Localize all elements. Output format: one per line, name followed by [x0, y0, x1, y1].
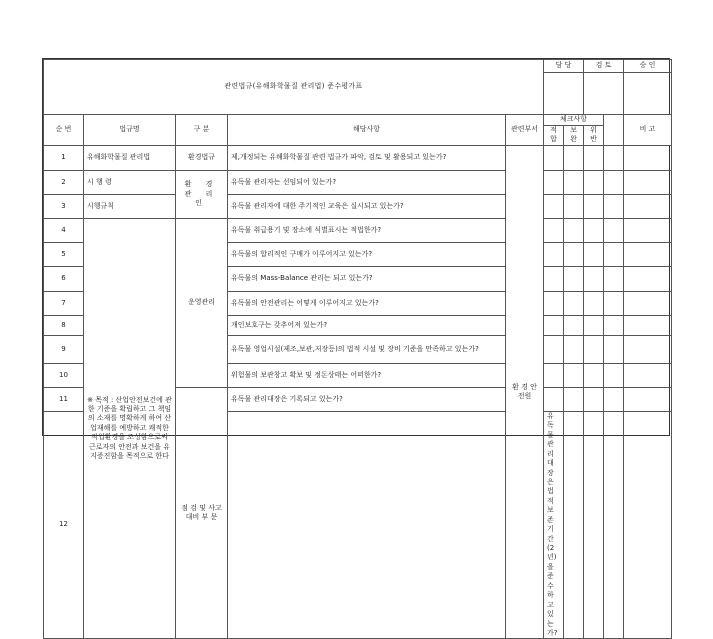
row-item: 유독물의 안전관리는 어떻게 이루어지고 있는가? — [228, 291, 506, 315]
check-supplement-cell[interactable] — [564, 242, 584, 266]
remark-cell[interactable] — [624, 145, 672, 170]
check-blank-cell[interactable] — [604, 218, 624, 242]
header-check-ok: 적합 — [544, 126, 564, 146]
remark-cell[interactable] — [624, 315, 672, 335]
header-category: 구 분 — [176, 115, 228, 146]
dept-cell: 환 경 안전원 — [506, 145, 544, 639]
remark-cell[interactable] — [624, 291, 672, 315]
header-item: 해당사항 — [228, 115, 506, 146]
check-violation-cell[interactable] — [584, 363, 604, 387]
remark-cell[interactable] — [624, 266, 672, 291]
row-category: 운영관리 — [176, 218, 228, 387]
row-item: 유독물 관리자는 선임되어 있는가? — [228, 170, 506, 194]
remark-cell[interactable] — [624, 387, 672, 411]
row-item: 유독물 관리대장은 법적 보존기간(2년)을 준수하고 있는가? — [544, 411, 564, 639]
remark-cell[interactable] — [624, 242, 672, 266]
check-ok-cell[interactable] — [544, 363, 564, 387]
row-number: 3 — [44, 194, 84, 218]
row-item: 유독물 관리자에 대한 주기적인 교육은 실시되고 있는가? — [228, 194, 506, 218]
header-remark: 비 고 — [624, 115, 672, 146]
approval-label-staff: 담 당 — [544, 60, 584, 73]
header-no: 순 번 — [44, 115, 84, 146]
row-item: 유독물의 Mass-Balance 관리는 되고 있는가? — [228, 266, 506, 291]
check-ok-cell[interactable] — [544, 315, 564, 335]
check-blank-cell[interactable] — [604, 335, 624, 363]
row-number: 7 — [44, 291, 84, 315]
row-item: 유독물의 합리적인 구매가 이루어지고 있는가? — [228, 242, 506, 266]
check-ok-cell[interactable] — [564, 411, 584, 639]
row-number: 5 — [44, 242, 84, 266]
check-blank-cell[interactable] — [604, 315, 624, 335]
row-item: 유독물 영업시설(제조,보관,저장등)의 법적 시설 및 장비 기준을 만족하고 있는가? — [228, 335, 506, 363]
row-law: 유해화학물질 관리법 — [84, 145, 176, 170]
remark-cell[interactable] — [624, 194, 672, 218]
header-check-supplement: 보완 — [564, 126, 584, 146]
row-category: 환 경 관 리 인 — [176, 170, 228, 218]
row-item: 유독물 관리대장은 기록되고 있는가? — [228, 387, 506, 411]
check-blank-cell[interactable] — [604, 387, 624, 411]
check-violation-cell[interactable] — [584, 387, 604, 411]
check-blank-cell[interactable] — [604, 194, 624, 218]
check-ok-cell[interactable] — [544, 387, 564, 411]
row-number: 1 — [44, 145, 84, 170]
check-supplement-cell[interactable] — [564, 170, 584, 194]
check-supplement-cell[interactable] — [564, 218, 584, 242]
check-violation-cell[interactable] — [584, 145, 604, 170]
check-supplement-cell[interactable] — [564, 145, 584, 170]
row-law — [228, 411, 506, 639]
purpose-note: ※ 목적 : 산업안전보건에 관한 기준을 확립하고 그 책임의 소재를 명확하게 하여 산업재해를 예방하고 쾌적한 작업환경을 조성함으로써 근로자의 안전과 보건을 유지증진함을 목적으로 한다 — [84, 218, 176, 639]
remark-cell[interactable] — [624, 218, 672, 242]
check-blank-cell[interactable] — [604, 145, 624, 170]
table-row — [44, 218, 672, 242]
remark-cell[interactable] — [624, 170, 672, 194]
check-ok-cell[interactable] — [544, 170, 564, 194]
row-category: 환경법규 — [176, 145, 228, 170]
check-supplement-cell[interactable] — [564, 315, 584, 335]
approval-label-review: 검 토 — [584, 60, 624, 73]
check-blank-cell[interactable] — [604, 266, 624, 291]
header-blank — [604, 115, 624, 146]
row-number: 12 — [44, 411, 84, 639]
check-supplement-cell[interactable] — [564, 335, 584, 363]
approval-box-staff[interactable] — [544, 73, 584, 115]
remark-cell[interactable] — [624, 335, 672, 363]
row-number: 10 — [44, 363, 84, 387]
header-law: 법규명 — [84, 115, 176, 146]
header-check-violation: 위반 — [584, 126, 604, 146]
evaluation-table — [43, 59, 672, 639]
check-supplement-cell[interactable] — [564, 266, 584, 291]
row-category: 점 검 및 사고대비 부 문 — [176, 387, 228, 639]
check-ok-cell[interactable] — [544, 291, 564, 315]
check-violation-cell[interactable] — [584, 335, 604, 363]
check-supplement-cell[interactable] — [584, 411, 604, 639]
check-supplement-cell[interactable] — [564, 387, 584, 411]
check-blank-cell[interactable] — [604, 170, 624, 194]
check-violation-cell[interactable] — [584, 170, 604, 194]
check-violation-cell[interactable] — [584, 266, 604, 291]
row-number: 11 — [44, 387, 84, 411]
approval-box-review[interactable] — [584, 73, 624, 115]
check-supplement-cell[interactable] — [564, 291, 584, 315]
check-violation-cell[interactable] — [604, 411, 624, 639]
check-blank-cell[interactable] — [604, 363, 624, 387]
row-number: 2 — [44, 170, 84, 194]
row-item: 위험물의 보관창고 확보 및 정돈상태는 어떠한가? — [228, 363, 506, 387]
row-number: 6 — [44, 266, 84, 291]
check-violation-cell[interactable] — [584, 194, 604, 218]
row-number: 4 — [44, 218, 84, 242]
check-ok-cell[interactable] — [544, 335, 564, 363]
check-ok-cell[interactable] — [544, 194, 564, 218]
check-supplement-cell[interactable] — [564, 363, 584, 387]
check-blank-cell[interactable] — [604, 242, 624, 266]
row-law: 시행규칙 — [84, 194, 176, 218]
approval-box-approve[interactable] — [624, 73, 672, 115]
check-violation-cell[interactable] — [584, 291, 604, 315]
check-blank-cell[interactable] — [604, 291, 624, 315]
row-number: 8 — [44, 315, 84, 335]
evaluation-sheet — [42, 58, 670, 637]
row-law: 시 행 령 — [84, 170, 176, 194]
check-ok-cell[interactable] — [544, 145, 564, 170]
check-blank-cell[interactable] — [624, 411, 672, 639]
row-item: 유독물 취급용기 및 장소에 식별표시는 적법한가? — [228, 218, 506, 242]
table-row — [44, 170, 672, 194]
check-violation-cell[interactable] — [584, 242, 604, 266]
row-item: 개인보호구는 갖추어져 있는가? — [228, 315, 506, 335]
row-number: 9 — [44, 335, 84, 363]
approval-label-approve: 승 인 — [624, 60, 672, 73]
row-item: 제,개정되는 유해화학물질 관련 법규가 파악, 검토 및 활용되고 있는가? — [228, 145, 506, 170]
page-title: 관련법규(유해화학물질 관리법) 준수평가표 — [44, 60, 544, 115]
header-check: 체크사항 — [544, 115, 604, 126]
check-violation-cell[interactable] — [584, 218, 604, 242]
table-row — [44, 194, 672, 218]
check-ok-cell[interactable] — [544, 218, 564, 242]
remark-cell[interactable] — [624, 363, 672, 387]
check-violation-cell[interactable] — [584, 315, 604, 335]
check-supplement-cell[interactable] — [564, 194, 584, 218]
header-dept: 관련부서 — [506, 115, 544, 146]
check-ok-cell[interactable] — [544, 242, 564, 266]
check-ok-cell[interactable] — [544, 266, 564, 291]
table-row — [44, 145, 672, 170]
